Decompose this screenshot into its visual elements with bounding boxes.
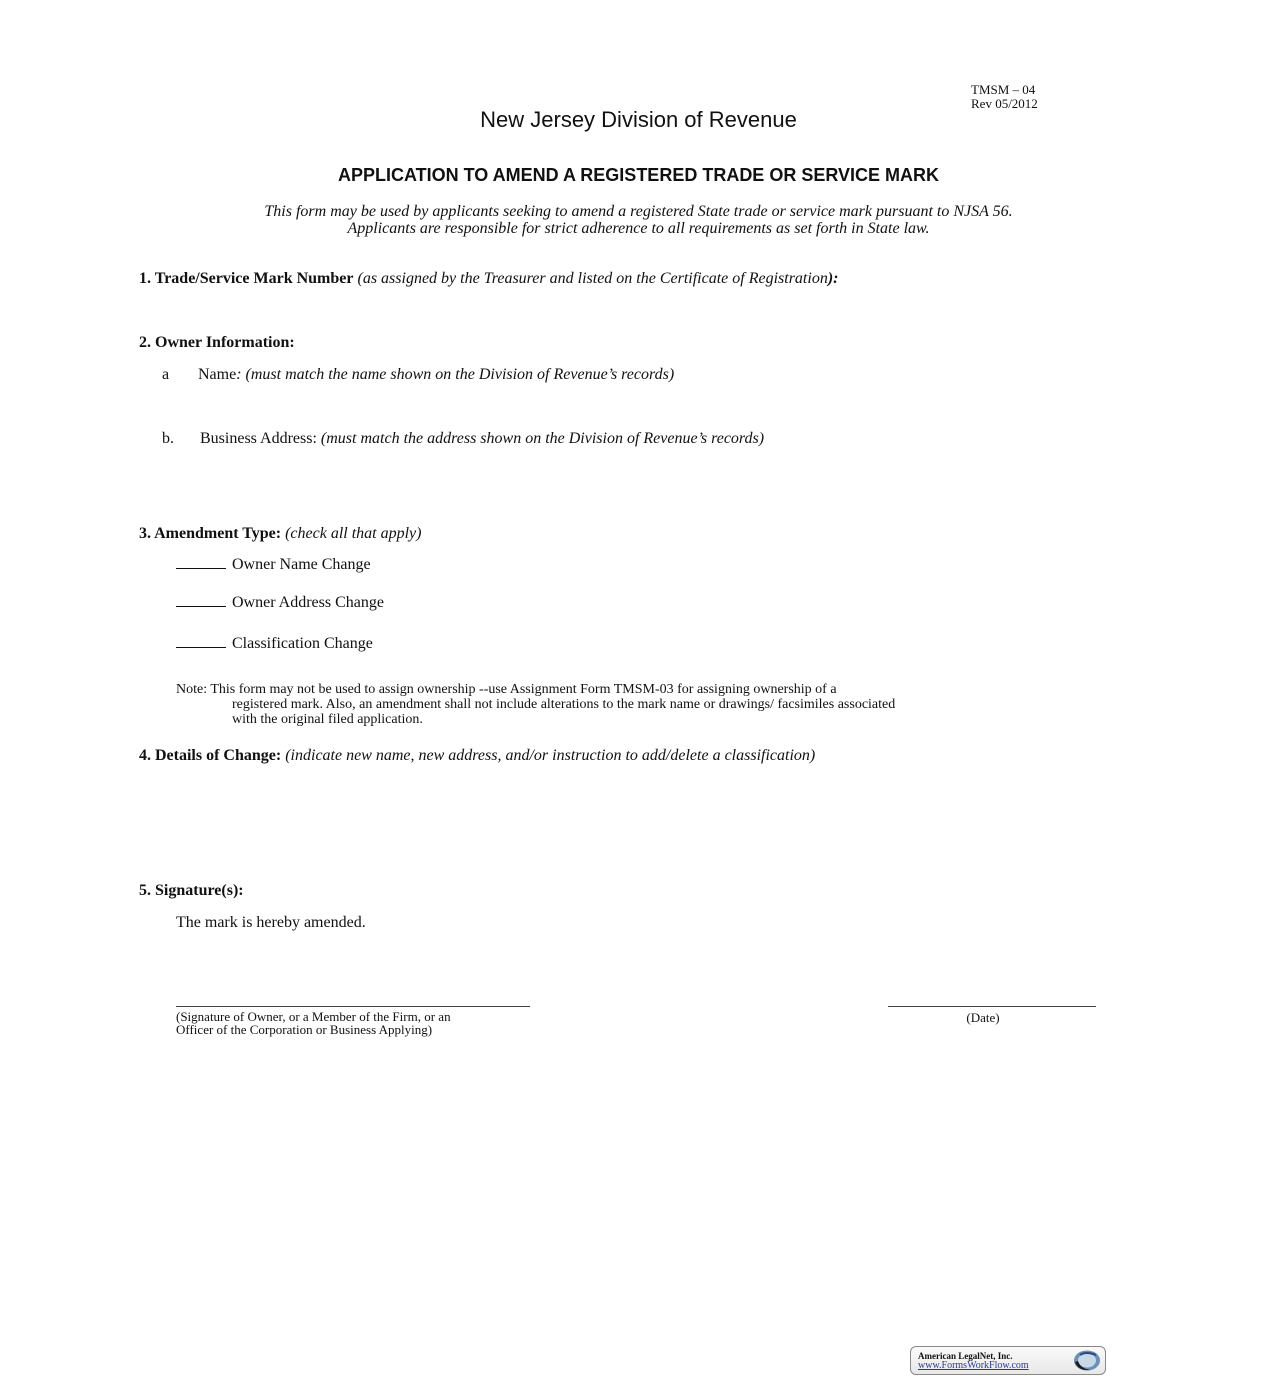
form-intro (0, 203, 1275, 237)
assignment-note (176, 682, 1136, 727)
signature-caption-line-2: Officer of the Corporation or Business Applying) (176, 1022, 433, 1037)
checkbox-classification-change[interactable] (176, 633, 373, 653)
form-revision: Rev 05/2012 (971, 96, 1038, 111)
globe-logo-icon (1070, 1349, 1102, 1372)
amendment-statement: The mark is hereby amended. (176, 914, 366, 931)
date-caption: (Date) (966, 1010, 1000, 1025)
section-1-hint: (as assigned by the Treasurer and listed on the Certificate of Registration (357, 270, 828, 287)
owner-name-field[interactable] (162, 366, 674, 384)
form-code: TMSM – 04 (971, 82, 1036, 97)
form-title: APPLICATION TO AMEND A REGISTERED TRADE OR SERVICE MARK (337, 165, 940, 185)
section-mark-number (139, 270, 838, 288)
section-details-of-change[interactable] (139, 747, 815, 765)
checkbox-owner-name-change[interactable] (176, 554, 371, 574)
note-line-1: Note: This form may not be used to assign ownership --use Assignment Form TMSM-03 for assigning ownership of a (176, 682, 837, 697)
signature-caption (176, 1010, 451, 1036)
section-1-suffix: ): (827, 270, 839, 287)
business-address-field[interactable] (162, 430, 764, 448)
section-4-label: 4. Details of Change: (139, 747, 282, 764)
business-address-hint: (must match the address shown on the Division of Revenue’s records) (320, 430, 765, 447)
business-address-label: Business Address: (200, 430, 321, 447)
intro-line-1: This form may be used by applicants seeking to amend a registered State trade or service mark pursuant to NJSA 56. (264, 203, 1013, 220)
owner-name-marker: a (162, 366, 170, 383)
note-line-2: registered mark. Also, an amendment shall not include alterations to the mark name or drawings/ facsimiles associated (232, 697, 896, 712)
section-amendment-type (139, 525, 421, 543)
business-address-marker: b. (162, 430, 174, 447)
intro-line-2: Applicants are responsible for strict adherence to all requirements as set forth in State law. (347, 220, 930, 237)
owner-name-hint: : (must match the name shown on the Division of Revenue’s records) (236, 366, 675, 383)
section-signatures: 5. Signature(s): (139, 882, 244, 899)
section-owner-information: 2. Owner Information: (139, 334, 295, 351)
checkbox-label: Owner Address Change (232, 594, 384, 611)
section-4-hint: (indicate new name, new address, and/or instruction to add/delete a classification) (281, 747, 816, 764)
badge-url-link[interactable]: www.FormsWorkFlow.com (918, 1360, 1029, 1371)
checkbox-label: Owner Name Change (232, 556, 371, 573)
note-line-3: with the original filed application. (232, 712, 423, 727)
checkbox-owner-address-change[interactable] (176, 592, 384, 612)
check-blank[interactable] (176, 554, 226, 569)
check-blank[interactable] (176, 592, 226, 607)
check-blank[interactable] (176, 633, 226, 648)
section-3-hint: (check all that apply) (281, 525, 422, 542)
american-legalnet-badge[interactable] (910, 1346, 1106, 1375)
section-1-label: 1. Trade/Service Mark Number (139, 270, 354, 287)
checkbox-label: Classification Change (232, 635, 373, 652)
owner-name-label: Name (198, 366, 237, 383)
signature-line[interactable] (176, 1006, 530, 1007)
badge-company: American LegalNet, Inc. (918, 1351, 1013, 1361)
agency-name: New Jersey Division of Revenue (480, 107, 797, 132)
date-line[interactable] (888, 1006, 1096, 1007)
section-3-label: 3. Amendment Type: (139, 525, 282, 542)
signature-caption-line-1: (Signature of Owner, or a Member of the Firm, or an (176, 1009, 451, 1024)
